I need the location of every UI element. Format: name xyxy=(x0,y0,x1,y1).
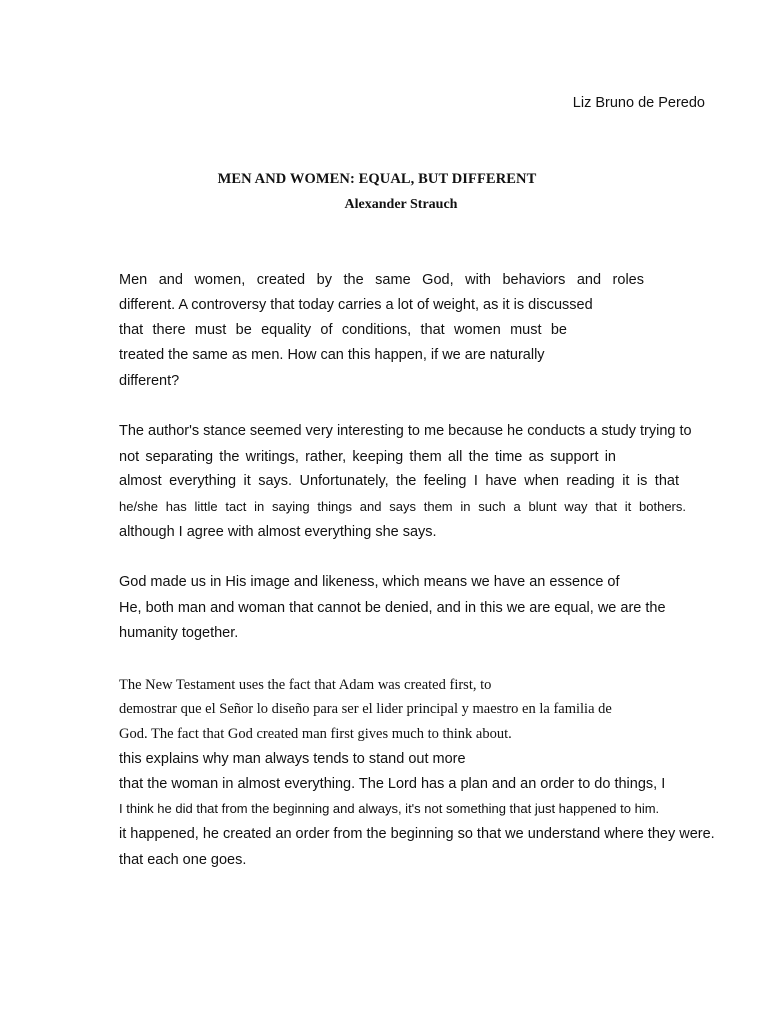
text-line: this explains why man always tends to stand out more xyxy=(119,751,466,767)
text-line: although I agree with almost everything she says. xyxy=(119,524,437,540)
text-line: different. A controversy that today carries a lot of weight, as it is discussed xyxy=(119,297,593,313)
book-author: Alexander Strauch xyxy=(344,197,458,212)
document-title: MEN AND WOMEN: EQUAL, BUT DIFFERENT xyxy=(217,171,537,187)
text-line: The New Testament uses the fact that Adam was created first, to xyxy=(119,677,492,693)
text-line: treated the same as men. How can this happen, if we are naturally xyxy=(119,347,545,363)
text-line: I think he did that from the beginning and always, it's not something that just happened to him. xyxy=(119,801,660,816)
author-name: Liz Bruno de Peredo xyxy=(572,95,705,111)
text-line: humanity together. xyxy=(119,625,239,641)
text-line: different? xyxy=(119,373,180,389)
text-line: demostrar que el Señor lo diseño para ser el lider principal y maestro en la familia de xyxy=(119,701,612,717)
text-line: he/she has little tact in saying things and says them in such a blunt way that it bothers. xyxy=(119,499,686,514)
text-line: it happened, he created an order from the beginning so that we understand where they were. xyxy=(119,826,715,842)
text-line: God. The fact that God created man first gives much to think about. xyxy=(119,726,512,742)
text-line: He, both man and woman that cannot be denied, and in this we are equal, we are the xyxy=(119,600,666,616)
text-line: almost everything it says. Unfortunately, the feeling I have when reading it is that xyxy=(119,473,679,489)
text-line: Men and women, created by the same God, with behaviors and roles xyxy=(119,272,644,288)
text-line: that the woman in almost everything. The Lord has a plan and an order to do things, I xyxy=(119,776,666,792)
text-line: The author's stance seemed very interesting to me because he conducts a study trying to xyxy=(119,423,692,439)
text-line: not separating the writings, rather, keeping them all the time as support in xyxy=(119,449,616,465)
text-line: that there must be equality of conditions, that women must be xyxy=(119,322,567,338)
text-line: God made us in His image and likeness, which means we have an essence of xyxy=(119,574,620,590)
text-line: that each one goes. xyxy=(119,852,247,868)
